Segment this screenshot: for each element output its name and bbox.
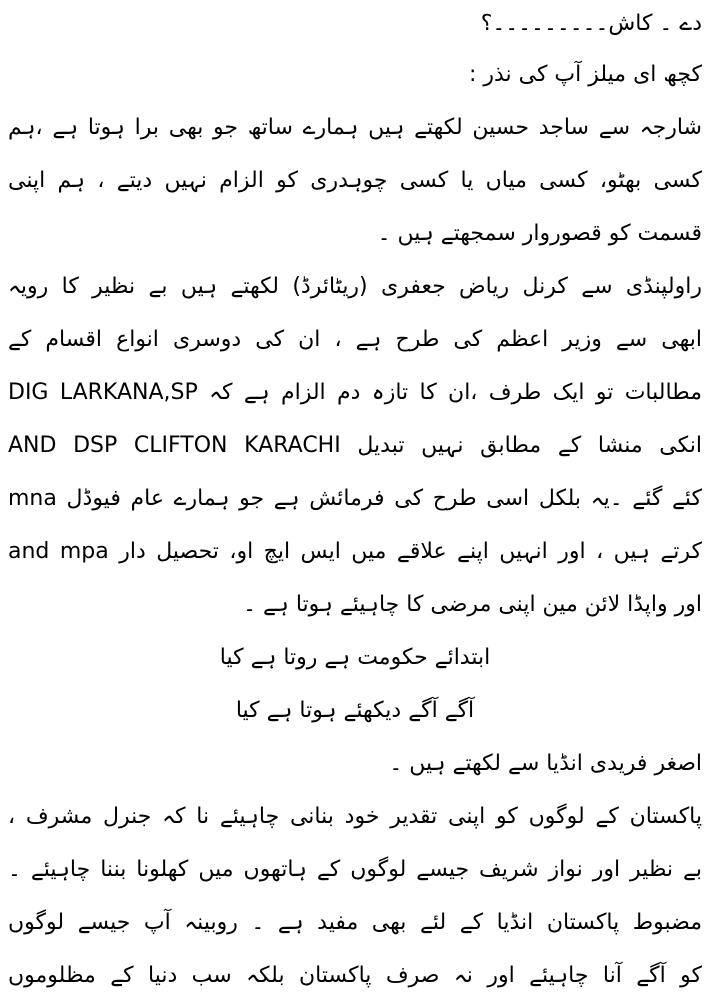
text-line: مضبوط پاکستان انڈیا کے لئے بھی مفید ہے ۔ روبینہ آپ جیسے لوگوں — [8, 910, 702, 935]
text-line: and mpa کرتے ہیں ، اور انہیں اپنے علاقے میں ایس ایچ او، تحصیل دار — [8, 539, 702, 564]
text-line-closing: دے ۔ کاش۔۔۔۔۔۔۔۔۔؟ — [480, 11, 702, 36]
text-line: اصغر فریدی انڈیا سے لکھتے ہیں ۔ — [389, 751, 702, 776]
text-line: راولپنڈی سے کرنل ریاض جعفری (ریٹائرڈ) لکھتے ہیں بے نظیر کا رویہ — [8, 274, 702, 299]
verse-line: آگے آگے دیکھئے ہوتا ہے کیا — [235, 698, 475, 723]
text-line: ابھی سے وزیر اعظم کی طرح ہے ، ان کی دوسری انواع اقسام کے — [8, 327, 702, 352]
section-heading-emails: کچھ ای میلز آپ کی نذر : — [468, 62, 702, 87]
verse-line: ابتدائے حکومت ہے روتا ہے کیا — [219, 645, 491, 670]
text-line: کسی بھٹو، کسی میاں یا کسی چوہدری کو الزام نہیں دیتے ، ہم اپنی — [8, 168, 702, 193]
text-line: پاکستان کے لوگوں کو اپنی تقدیر خود بنانی چاہیئے نا کہ جنرل مشرف ، — [8, 804, 702, 829]
text-line: بے نظیر اور نواز شریف جیسے لوگوں کے ہاتھوں میں کھلونا بننا چاہیئے ۔ — [8, 857, 702, 882]
text-line: مطالبات تو ایک طرف ،ان کا تازہ دم الزام ہے کہ DIG LARKANA,SP — [8, 380, 702, 405]
text-line: اور واپڈا لائن مین اپنی مرضی کا چاہیئے ہوتا ہے ۔ — [243, 592, 702, 617]
text-line: قسمت کو قصوروار سمجھتے ہیں ۔ — [377, 221, 702, 246]
text-line: کئے گئے ۔یہ بلکل اسی طرح کی فرمائش ہے جو ہمارے عام فیوڈل mna — [8, 486, 702, 511]
text-line: کو آگے آنا چاہیئے اور نہ صرف پاکستان بلکہ سب دنیا کے مظلوموں — [8, 963, 702, 988]
text-line: شارجہ سے ساجد حسین لکھتے ہیں ہمارے ساتھ جو بھی برا ہوتا ہے ،ہم — [8, 115, 702, 140]
text-line: AND DSP CLIFTON KARACHI انکی منشا کے مطابق نہیں تبدیل — [8, 433, 702, 458]
